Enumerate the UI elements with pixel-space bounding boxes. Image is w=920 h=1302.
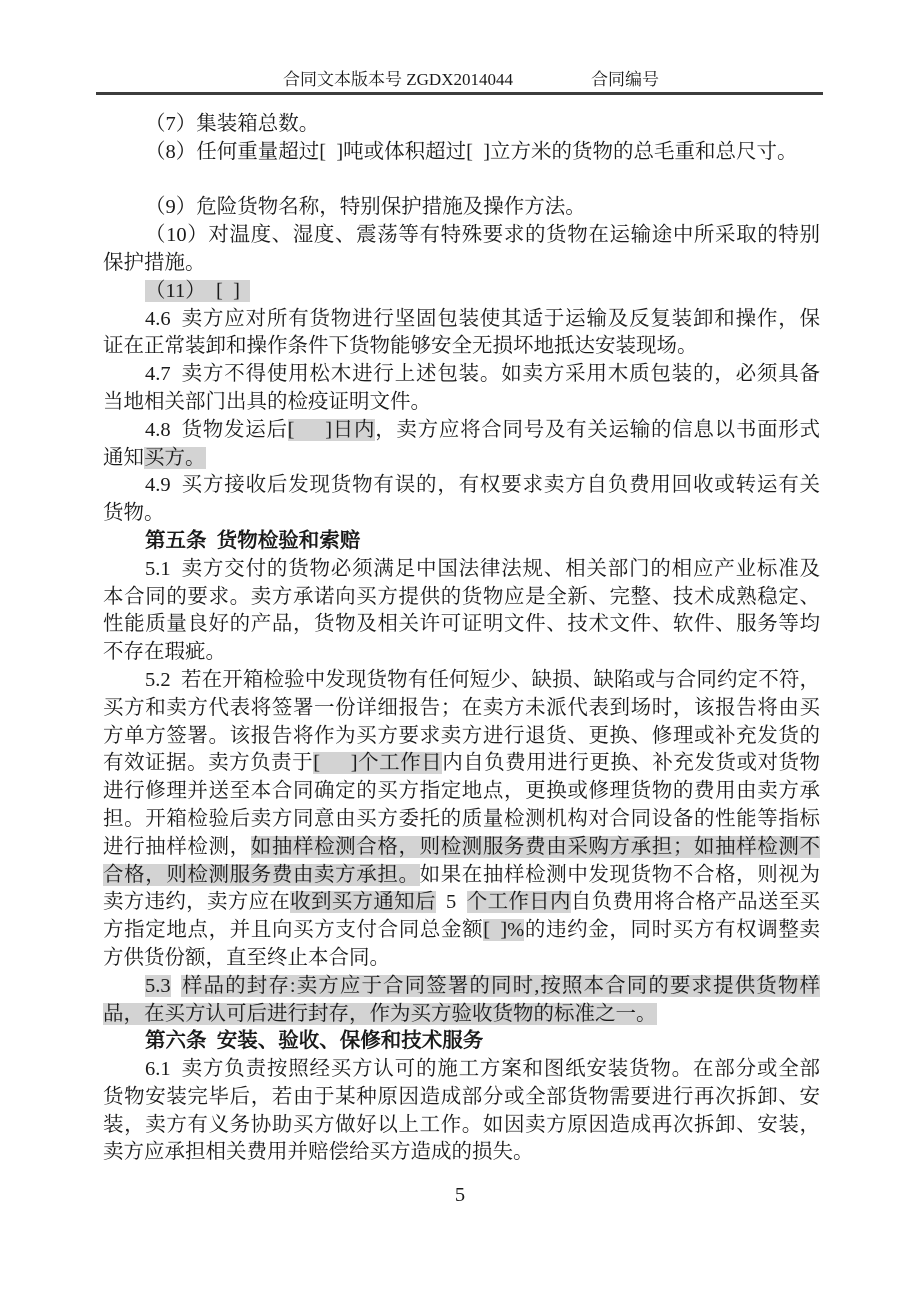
text-line	[103, 1056, 820, 1084]
text-line	[103, 1112, 820, 1140]
text-run: 4.7 卖方不得使用松木进行上述包装。如卖方采用木质包装的，必须具备	[145, 363, 820, 386]
text-run: 方单方签署。该报告将作为买方要求卖方进行退货、更换、修理或补充发货的	[103, 724, 820, 747]
text-run: 当地相关部门出具的检疫证明文件。	[103, 390, 431, 413]
highlighted-text: 收到买方通知后	[290, 891, 436, 914]
text-line	[103, 639, 820, 667]
text-run: 4.9 买方接收后发现货物有误的，有权要求卖方自负费用回收或转运有关	[145, 474, 820, 497]
text-line	[103, 806, 820, 834]
text-run: 货物安装完毕后，若由于某种原因造成部分或全部货物需要进行再次拆卸、安	[103, 1085, 820, 1108]
highlighted-text: 品，在买方认可后进行封存，作为买方验收货物的标准之一。	[103, 1002, 657, 1025]
blank-line	[103, 167, 820, 195]
header-rule	[96, 92, 823, 95]
text-line	[103, 417, 820, 445]
text-run: 方指定地点，并且向买方支付合同总金额	[103, 919, 484, 942]
text-line	[103, 389, 820, 417]
text-run: 的违约金，同时买方有权调整卖	[524, 919, 821, 942]
text-line	[103, 139, 820, 167]
text-run: 内自负费用进行更换、补充发货或对货物	[442, 752, 821, 775]
text-run: 如果在抽样检测中发现货物不合格，则视为	[419, 863, 821, 886]
text-run: 自负费用将合格产品送至买	[570, 891, 821, 914]
text-run: （7）集装箱总数。	[145, 113, 320, 135]
text-run: 进行修理并送至本合同确定的买方指定地点，更换或修理货物的费用由卖方承	[103, 780, 820, 803]
text-line	[103, 945, 820, 973]
text-run: （9）危险货物名称，特别保护措施及操作方法。	[145, 196, 586, 219]
highlighted-text: 个工作日内	[466, 891, 571, 914]
text-run: 卖方违约，卖方应在	[103, 891, 291, 914]
highlighted-text: 买方。	[144, 446, 206, 469]
text-line	[103, 917, 820, 945]
text-run: 5	[435, 891, 467, 914]
text-run: 买方和卖方代表将签署一份详细报告；在卖方未派代表到场时，该报告将由买	[103, 696, 820, 719]
text-line	[103, 778, 820, 806]
text-run: 保护措施。	[103, 251, 206, 274]
text-run: 担。开箱检验后卖方同意由买方委托的质量检测机构对合同设备的性能等指标	[103, 807, 820, 830]
highlighted-text: 5.3	[145, 974, 171, 997]
highlighted-text: （11） [ ]	[145, 279, 251, 302]
page-footer	[0, 1182, 920, 1210]
text-run: 5.1 卖方交付的货物必须满足中国法律法规、相关部门的相应产业标准及	[145, 557, 820, 580]
text-run: （10）对温度、湿度、震荡等有特殊要求的货物在运输途中所采取的特别	[145, 224, 820, 247]
text-run: 4.8 货物发运后	[145, 418, 288, 441]
text-line	[103, 278, 820, 306]
text-line	[103, 584, 820, 612]
text-run: （8）任何重量超过[ ]吨或体积超过[ ]立方米的货物的总毛重和总尺寸。	[145, 140, 798, 163]
text-line	[103, 611, 820, 639]
text-line	[103, 250, 820, 278]
text-line	[103, 556, 820, 584]
text-line	[103, 750, 820, 778]
text-run: 方供货份额，直至终止本合同。	[103, 946, 390, 969]
text-run: 有效证据。卖方负责于	[103, 752, 314, 775]
text-run: 性能质量良好的产品，货物及相关许可证明文件、技术文件、软件、服务等均	[103, 613, 820, 636]
text-line	[103, 1139, 820, 1167]
text-run: 装，卖方有义务协助买方做好以上工作。如因卖方原因造成再次拆卸、安装，	[103, 1113, 820, 1136]
text-line	[103, 1084, 820, 1112]
text-line	[103, 306, 820, 334]
text-run: 通知	[103, 446, 144, 469]
text-line	[103, 834, 820, 862]
text-line	[103, 723, 820, 751]
highlighted-text: 样品的封存:卖方应于合同签署的同时,按照本合同的要求提供货物样	[180, 974, 820, 997]
text-line	[103, 445, 820, 473]
text-line	[103, 472, 820, 500]
text-line	[103, 500, 820, 528]
highlighted-text: [ ]日内	[287, 418, 376, 441]
text-run	[171, 975, 181, 997]
header-contract-number-label: 合同编号	[591, 70, 659, 89]
page-number: 5	[454, 1184, 466, 1206]
header-version-number: 合同文本版本号 ZGDX2014044	[283, 70, 513, 89]
text-run: 第五条 货物检验和索赔	[145, 529, 361, 552]
text-line	[103, 695, 820, 723]
text-line	[103, 1028, 820, 1056]
text-line	[103, 222, 820, 250]
text-run: 卖方应承担相关费用并赔偿给买方造成的损失。	[103, 1141, 534, 1164]
text-run: 5.2 若在开箱检验中发现货物有任何短少、缺损、缺陷或与合同约定不符，	[145, 668, 820, 691]
text-run: ，卖方应将合同号及有关运输的信息以书面形式	[375, 418, 821, 441]
text-line	[103, 528, 820, 556]
text-run: 第六条 安装、验收、保修和技术服务	[145, 1030, 484, 1053]
text-line	[103, 361, 820, 389]
text-line	[103, 333, 820, 361]
highlighted-text: [ ]个工作日	[313, 752, 443, 775]
text-line	[103, 973, 820, 1001]
highlighted-text: 合格，则检测服务费由卖方承担。	[103, 863, 420, 886]
text-line	[103, 111, 820, 139]
text-run: 不存在瑕疵。	[103, 641, 226, 664]
text-run: 证在正常装卸和操作条件下货物能够安全无损坏地抵达安装现场。	[103, 335, 698, 358]
text-line	[103, 194, 820, 222]
text-run: 4.6 卖方应对所有货物进行坚固包装使其适于运输及反复装卸和操作，保	[145, 307, 820, 330]
text-run: 进行抽样检测，	[103, 835, 251, 858]
highlighted-text: 如抽样检测合格，则检测服务费由采购方承担；如抽样检测不	[250, 835, 821, 858]
text-run: 本合同的要求。卖方承诺向买方提供的货物应是全新、完整、技术成熟稳定、	[103, 585, 820, 608]
highlighted-text: [ ]%	[483, 919, 525, 942]
text-run: 6.1 卖方负责按照经买方认可的施工方案和图纸安装货物。在部分或全部	[145, 1058, 820, 1081]
text-line	[103, 1001, 820, 1029]
document-body	[103, 111, 820, 1167]
text-line	[103, 667, 820, 695]
text-line	[103, 889, 820, 917]
text-line	[103, 862, 820, 890]
text-run: 货物。	[103, 502, 165, 525]
